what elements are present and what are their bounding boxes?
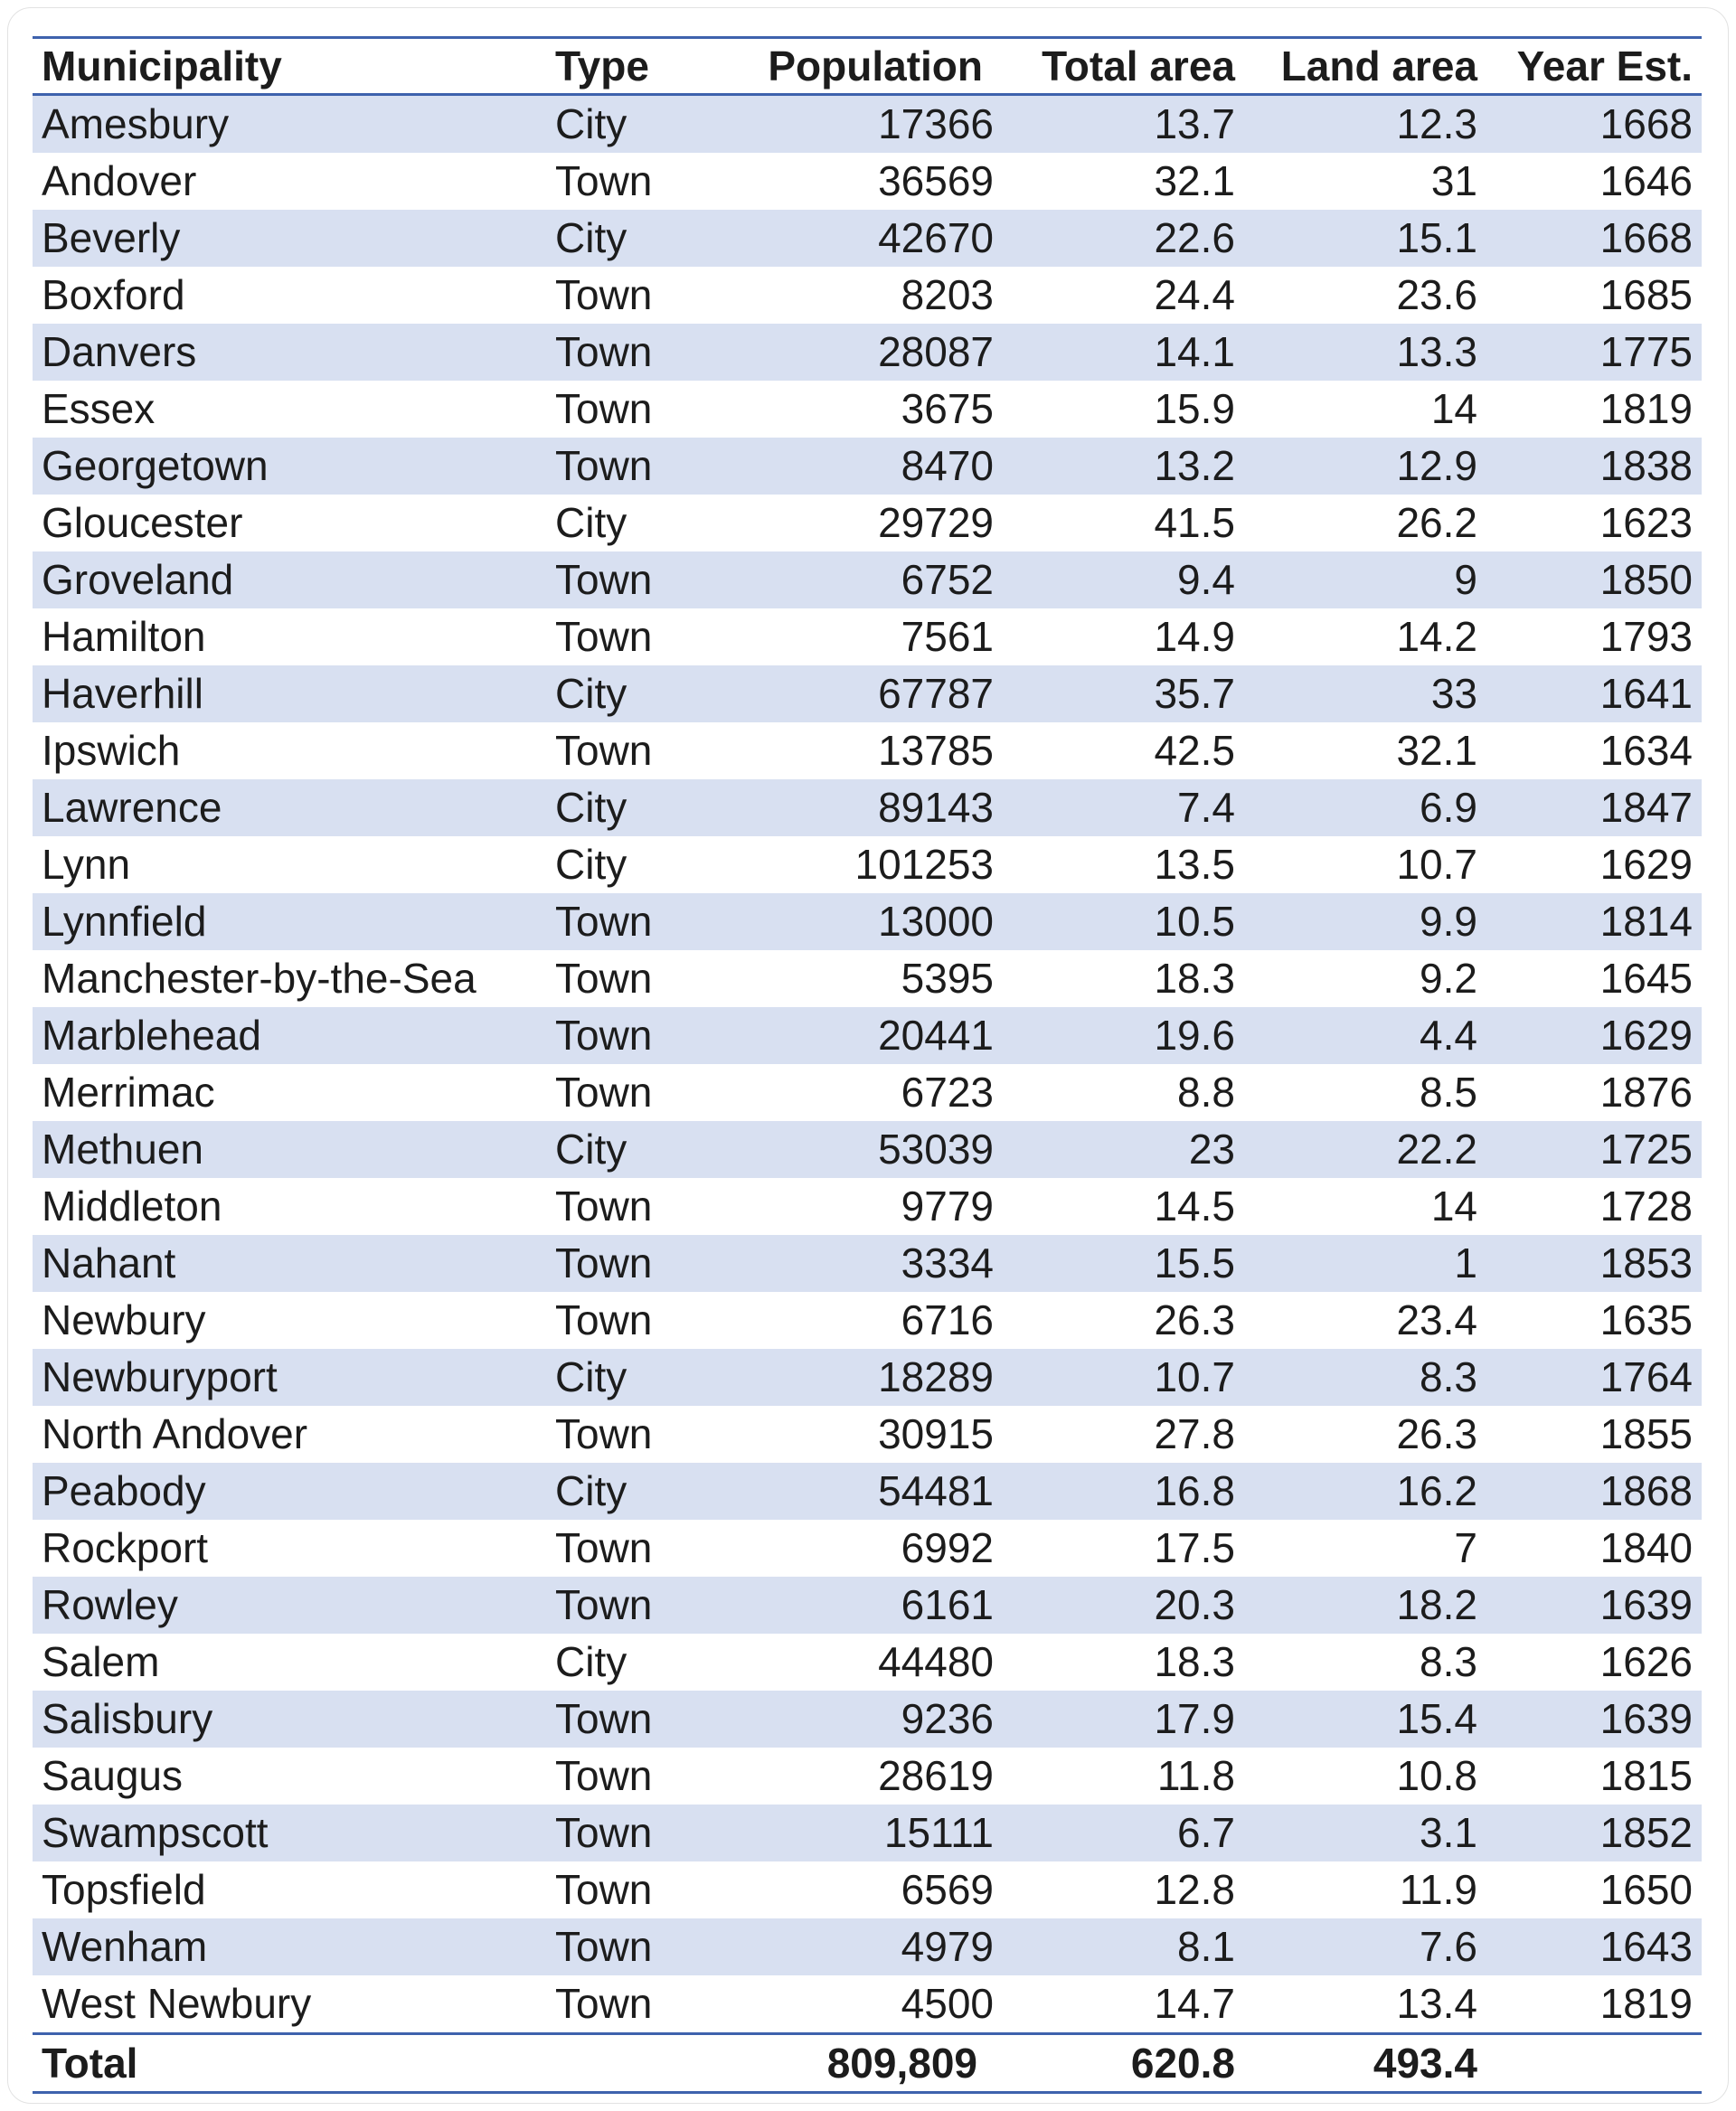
cell-municipality: Haverhill xyxy=(42,670,203,717)
cell-total-area: 20.3 xyxy=(1154,1581,1235,1628)
cell-land-area: 26.2 xyxy=(1396,499,1477,546)
cell-total-area: 8.1 xyxy=(1177,1923,1235,1970)
cell-total-area: 35.7 xyxy=(1154,670,1235,717)
cell-land-area: 8.3 xyxy=(1420,1353,1477,1400)
cell-land-area: 493.4 xyxy=(1373,2039,1477,2087)
cell-total-area: 8.8 xyxy=(1177,1069,1235,1116)
cell-municipality: Essex xyxy=(42,385,156,432)
cell-municipality: Manchester-by-the-Sea xyxy=(42,955,476,1002)
cell-land-area: 18.2 xyxy=(1396,1581,1477,1628)
cell-land-area: 26.3 xyxy=(1396,1410,1477,1457)
cell-land-area: 15.1 xyxy=(1396,214,1477,261)
cell-total-area: 23 xyxy=(1188,1126,1235,1173)
cell-municipality: North Andover xyxy=(42,1410,308,1457)
cell-total-area: 17.9 xyxy=(1154,1695,1235,1742)
cell-population: 28087 xyxy=(878,328,994,375)
table-row xyxy=(33,381,1702,438)
cell-land-area: 15.4 xyxy=(1396,1695,1477,1742)
cell-total-area: 26.3 xyxy=(1154,1296,1235,1343)
cell-population: 5395 xyxy=(901,955,994,1002)
cell-municipality: Municipality xyxy=(42,42,282,90)
table-row xyxy=(33,1975,1702,2032)
table-row xyxy=(33,1235,1702,1292)
cell-total-area: 14.5 xyxy=(1154,1183,1235,1230)
cell-type: Town xyxy=(555,727,653,774)
cell-type: Town xyxy=(555,1012,653,1059)
table-row xyxy=(33,1577,1702,1634)
cell-population: 7561 xyxy=(901,613,994,660)
cell-year-est: 1635 xyxy=(1599,1296,1693,1343)
cell-municipality: Merrimac xyxy=(42,1069,215,1116)
cell-year-est: 1646 xyxy=(1599,157,1693,204)
cell-municipality: West Newbury xyxy=(42,1980,312,2027)
cell-population: 44480 xyxy=(878,1638,994,1685)
cell-type: Town xyxy=(555,898,653,945)
cell-municipality: Wenham xyxy=(42,1923,208,1970)
cell-total-area: 18.3 xyxy=(1154,955,1235,1002)
cell-total-area: 13.2 xyxy=(1154,442,1235,489)
cell-year-est: 1668 xyxy=(1599,214,1693,261)
cell-population: 6752 xyxy=(901,556,994,603)
cell-municipality: Lawrence xyxy=(42,784,222,831)
cell-land-area: 11.9 xyxy=(1399,1866,1477,1913)
cell-total-area: 14.9 xyxy=(1154,613,1235,660)
table-row xyxy=(33,153,1702,210)
cell-land-area: 23.6 xyxy=(1396,271,1477,318)
table-row xyxy=(33,1121,1702,1178)
table-row xyxy=(33,1406,1702,1463)
cell-land-area: 7 xyxy=(1454,1524,1477,1571)
cell-year-est: 1626 xyxy=(1599,1638,1693,1685)
cell-municipality: Gloucester xyxy=(42,499,243,546)
cell-year-est: 1868 xyxy=(1599,1467,1693,1514)
table-row xyxy=(33,836,1702,893)
cell-total-area: Total area xyxy=(1042,42,1235,90)
table-row xyxy=(33,1861,1702,1918)
table-row xyxy=(33,1064,1702,1121)
cell-type: Town xyxy=(555,157,653,204)
cell-type: Town xyxy=(555,1809,653,1856)
cell-year-est: 1793 xyxy=(1599,613,1693,660)
cell-year-est: 1685 xyxy=(1599,271,1693,318)
cell-population: 3675 xyxy=(901,385,994,432)
cell-year-est: 1643 xyxy=(1599,1923,1693,1970)
cell-year-est: 1850 xyxy=(1599,556,1693,603)
cell-land-area: 6.9 xyxy=(1420,784,1477,831)
table-row xyxy=(33,1805,1702,1861)
cell-population: 30915 xyxy=(878,1410,994,1457)
cell-type: Town xyxy=(555,1296,653,1343)
cell-municipality: Andover xyxy=(42,157,197,204)
cell-type: Town xyxy=(555,1410,653,1457)
cell-land-area: 14.2 xyxy=(1396,613,1477,660)
cell-land-area: 9.9 xyxy=(1420,898,1477,945)
cell-total-area: 7.4 xyxy=(1177,784,1235,831)
table-row xyxy=(33,267,1702,324)
cell-land-area: 14 xyxy=(1430,385,1477,432)
cell-year-est: 1775 xyxy=(1599,328,1693,375)
cell-type: City xyxy=(555,1353,627,1400)
cell-municipality: Total xyxy=(42,2039,138,2087)
cell-year-est: 1819 xyxy=(1599,1980,1693,2027)
cell-year-est: 1764 xyxy=(1599,1353,1693,1400)
cell-land-area: Land area xyxy=(1280,42,1477,90)
cell-population: Population xyxy=(768,42,983,90)
cell-year-est: 1853 xyxy=(1599,1239,1693,1286)
cell-land-area: 7.6 xyxy=(1420,1923,1477,1970)
table-row xyxy=(33,1918,1702,1975)
cell-type: Town xyxy=(555,1923,653,1970)
cell-total-area: 10.7 xyxy=(1154,1353,1235,1400)
cell-municipality: Salisbury xyxy=(42,1695,213,1742)
cell-population: 3334 xyxy=(901,1239,994,1286)
table-row xyxy=(33,1463,1702,1520)
cell-population: 4979 xyxy=(901,1923,994,1970)
cell-year-est: 1650 xyxy=(1599,1866,1693,1913)
cell-population: 8203 xyxy=(901,271,994,318)
cell-year-est: Year Est. xyxy=(1516,42,1693,90)
cell-total-area: 13.5 xyxy=(1154,841,1235,888)
cell-municipality: Lynn xyxy=(42,841,131,888)
cell-type: City xyxy=(555,214,627,261)
cell-municipality: Nahant xyxy=(42,1239,176,1286)
cell-type: City xyxy=(555,100,627,147)
cell-population: 9779 xyxy=(901,1183,994,1230)
cell-population: 13000 xyxy=(878,898,994,945)
cell-municipality: Salem xyxy=(42,1638,160,1685)
table-row xyxy=(33,608,1702,665)
cell-land-area: 23.4 xyxy=(1396,1296,1477,1343)
cell-municipality: Swampscott xyxy=(42,1809,269,1856)
cell-type: Town xyxy=(555,1980,653,2027)
cell-municipality: Rowley xyxy=(42,1581,178,1628)
cell-municipality: Danvers xyxy=(42,328,197,375)
cell-municipality: Marblehead xyxy=(42,1012,261,1059)
cell-year-est: 1629 xyxy=(1599,1012,1693,1059)
cell-total-area: 9.4 xyxy=(1177,556,1235,603)
table-row xyxy=(33,1691,1702,1748)
cell-type: City xyxy=(555,1638,627,1685)
cell-land-area: 9 xyxy=(1454,556,1477,603)
cell-land-area: 9.2 xyxy=(1420,955,1477,1002)
cell-total-area: 27.8 xyxy=(1154,1410,1235,1457)
cell-land-area: 14 xyxy=(1430,1183,1477,1230)
cell-land-area: 12.3 xyxy=(1396,100,1477,147)
cell-type: Town xyxy=(555,1239,653,1286)
cell-population: 8470 xyxy=(901,442,994,489)
cell-total-area: 12.8 xyxy=(1154,1866,1235,1913)
table-row xyxy=(33,1007,1702,1064)
cell-municipality: Saugus xyxy=(42,1752,184,1799)
table-total-row xyxy=(33,2035,1702,2091)
cell-type: Town xyxy=(555,1695,653,1742)
cell-year-est: 1838 xyxy=(1599,442,1693,489)
cell-land-area: 4.4 xyxy=(1420,1012,1477,1059)
cell-total-area: 13.7 xyxy=(1154,100,1235,147)
table-row xyxy=(33,779,1702,836)
cell-year-est: 1840 xyxy=(1599,1524,1693,1571)
cell-municipality: Boxford xyxy=(42,271,185,318)
cell-population: 29729 xyxy=(878,499,994,546)
cell-total-area: 14.1 xyxy=(1154,328,1235,375)
table-row xyxy=(33,1292,1702,1349)
cell-total-area: 22.6 xyxy=(1154,214,1235,261)
cell-land-area: 8.5 xyxy=(1420,1069,1477,1116)
table-row xyxy=(33,324,1702,381)
cell-type: City xyxy=(555,499,627,546)
table-row xyxy=(33,438,1702,495)
cell-land-area: 8.3 xyxy=(1420,1638,1477,1685)
cell-total-area: 11.8 xyxy=(1156,1752,1235,1799)
cell-type: Town xyxy=(555,556,653,603)
cell-municipality: Rockport xyxy=(42,1524,209,1571)
cell-municipality: Newburyport xyxy=(42,1353,278,1400)
cell-population: 9236 xyxy=(901,1695,994,1742)
cell-population: 6716 xyxy=(901,1296,994,1343)
table-row xyxy=(33,210,1702,267)
cell-total-area: 10.5 xyxy=(1154,898,1235,945)
cell-municipality: Newbury xyxy=(42,1296,206,1343)
cell-municipality: Georgetown xyxy=(42,442,269,489)
cell-total-area: 41.5 xyxy=(1154,499,1235,546)
cell-year-est: 1814 xyxy=(1599,898,1693,945)
cell-population: 6569 xyxy=(901,1866,994,1913)
cell-type: Town xyxy=(555,1866,653,1913)
cell-population: 67787 xyxy=(878,670,994,717)
cell-total-area: 6.7 xyxy=(1177,1809,1235,1856)
table-row xyxy=(33,495,1702,551)
cell-population: 6992 xyxy=(901,1524,994,1571)
cell-land-area: 13.4 xyxy=(1396,1980,1477,2027)
cell-population: 89143 xyxy=(878,784,994,831)
cell-land-area: 33 xyxy=(1430,670,1477,717)
cell-year-est: 1629 xyxy=(1599,841,1693,888)
cell-population: 6723 xyxy=(901,1069,994,1116)
cell-land-area: 31 xyxy=(1430,157,1477,204)
cell-population: 36569 xyxy=(878,157,994,204)
cell-land-area: 13.3 xyxy=(1396,328,1477,375)
cell-municipality: Middleton xyxy=(42,1183,222,1230)
cell-land-area: 22.2 xyxy=(1396,1126,1477,1173)
cell-land-area: 16.2 xyxy=(1396,1467,1477,1514)
cell-land-area: 10.8 xyxy=(1396,1752,1477,1799)
cell-year-est: 1725 xyxy=(1599,1126,1693,1173)
cell-municipality: Beverly xyxy=(42,214,181,261)
cell-total-area: 17.5 xyxy=(1154,1524,1235,1571)
table-row xyxy=(33,1520,1702,1577)
cell-type: Town xyxy=(555,328,653,375)
table-row xyxy=(33,1349,1702,1406)
cell-type: Town xyxy=(555,1524,653,1571)
cell-population: 13785 xyxy=(878,727,994,774)
cell-total-area: 620.8 xyxy=(1130,2039,1235,2087)
cell-municipality: Amesbury xyxy=(42,100,230,147)
table-row xyxy=(33,893,1702,950)
cell-population: 6161 xyxy=(901,1581,994,1628)
cell-population: 20441 xyxy=(878,1012,994,1059)
cell-total-area: 32.1 xyxy=(1154,157,1235,204)
cell-year-est: 1819 xyxy=(1599,385,1693,432)
cell-year-est: 1645 xyxy=(1599,955,1693,1002)
cell-year-est: 1847 xyxy=(1599,784,1693,831)
cell-type: City xyxy=(555,1467,627,1514)
cell-municipality: Hamilton xyxy=(42,613,206,660)
cell-year-est: 1634 xyxy=(1599,727,1693,774)
table-row xyxy=(33,950,1702,1007)
cell-type: Town xyxy=(555,955,653,1002)
cell-land-area: 1 xyxy=(1454,1239,1477,1286)
cell-year-est: 1641 xyxy=(1599,670,1693,717)
table-row xyxy=(33,1748,1702,1805)
cell-municipality: Ipswich xyxy=(42,727,181,774)
cell-type: Town xyxy=(555,385,653,432)
table-row xyxy=(33,1178,1702,1235)
cell-municipality: Topsfield xyxy=(42,1866,206,1913)
cell-year-est: 1668 xyxy=(1599,100,1693,147)
cell-total-area: 16.8 xyxy=(1154,1467,1235,1514)
cell-type: Town xyxy=(555,613,653,660)
cell-type: City xyxy=(555,784,627,831)
cell-municipality: Methuen xyxy=(42,1126,204,1173)
cell-population: 18289 xyxy=(878,1353,994,1400)
cell-population: 101253 xyxy=(854,841,994,888)
cell-municipality: Peabody xyxy=(42,1467,206,1514)
cell-population: 42670 xyxy=(878,214,994,261)
table-header-row xyxy=(33,39,1702,93)
cell-type: Town xyxy=(555,1069,653,1116)
table-row xyxy=(33,722,1702,779)
cell-year-est: 1855 xyxy=(1599,1410,1693,1457)
cell-total-area: 19.6 xyxy=(1154,1012,1235,1059)
cell-total-area: 42.5 xyxy=(1154,727,1235,774)
cell-type: Town xyxy=(555,442,653,489)
cell-year-est: 1876 xyxy=(1599,1069,1693,1116)
table-row xyxy=(33,665,1702,722)
table-body xyxy=(33,96,1702,2032)
cell-population: 28619 xyxy=(878,1752,994,1799)
cell-land-area: 12.9 xyxy=(1396,442,1477,489)
table-row xyxy=(33,96,1702,153)
cell-type: City xyxy=(555,1126,627,1173)
cell-land-area: 10.7 xyxy=(1396,841,1477,888)
cell-population: 4500 xyxy=(901,1980,994,2027)
cell-type: City xyxy=(555,670,627,717)
cell-municipality: Lynnfield xyxy=(42,898,207,945)
cell-population: 17366 xyxy=(878,100,994,147)
cell-year-est: 1852 xyxy=(1599,1809,1693,1856)
cell-year-est: 1639 xyxy=(1599,1581,1693,1628)
cell-population: 53039 xyxy=(878,1126,994,1173)
cell-type: Town xyxy=(555,1752,653,1799)
cell-type: Town xyxy=(555,1581,653,1628)
cell-type: Town xyxy=(555,271,653,318)
cell-population: 15111 xyxy=(883,1809,994,1856)
cell-year-est: 1623 xyxy=(1599,499,1693,546)
cell-municipality: Groveland xyxy=(42,556,234,603)
cell-land-area: 3.1 xyxy=(1420,1809,1477,1856)
cell-type: Type xyxy=(555,42,649,90)
cell-population: 809,809 xyxy=(826,2039,977,2087)
cell-type: Town xyxy=(555,1183,653,1230)
cell-year-est: 1639 xyxy=(1599,1695,1693,1742)
cell-total-area: 24.4 xyxy=(1154,271,1235,318)
municipality-table xyxy=(33,36,1702,2094)
cell-land-area: 32.1 xyxy=(1396,727,1477,774)
cell-total-area: 14.7 xyxy=(1154,1980,1235,2027)
cell-year-est: 1728 xyxy=(1599,1183,1693,1230)
cell-total-area: 15.9 xyxy=(1154,385,1235,432)
cell-population: 54481 xyxy=(878,1467,994,1514)
cell-year-est: 1815 xyxy=(1599,1752,1693,1799)
cell-total-area: 15.5 xyxy=(1154,1239,1235,1286)
table-row xyxy=(33,1634,1702,1691)
cell-total-area: 18.3 xyxy=(1154,1638,1235,1685)
table-row xyxy=(33,551,1702,608)
cell-type: City xyxy=(555,841,627,888)
